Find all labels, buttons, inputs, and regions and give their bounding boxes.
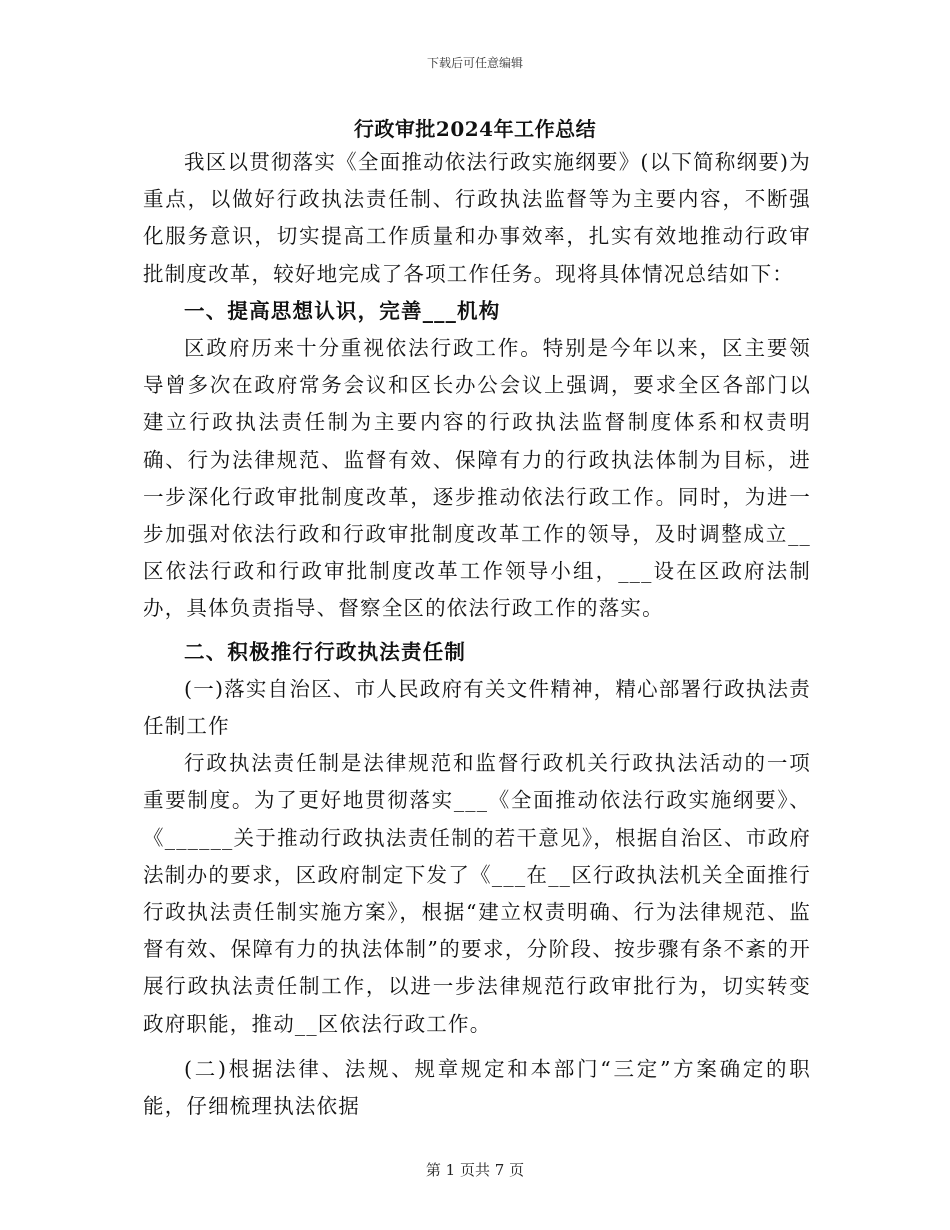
intro-paragraph: 我区以贯彻落实《全面推动依法行政实施纲要》(以下简称纲要)为重点，以做好行政执法责任制、行政执法监督等为主要内容，不断强化服务意识，切实提高工作质量和办事效率，扎实有效地推动行政审批制度改革，较好地完成了各项工作任务。现将具体情况总结如下： [143, 150, 811, 286]
page-number: 第 1 页共 7 页 [425, 1161, 525, 1179]
section-2-subheading-2: (二)根据法律、法规、规章规定和本部门“三定”方案确定的职能，仔细梳理执法依据 [143, 1056, 811, 1119]
document-body [143, 144, 811, 1125]
section-2-sub-1-paragraph: 行政执法责任制是法律规范和监督行政机关行政执法活动的一项重要制度。为了更好地贯彻落实___《全面推动依法行政实施纲要》、《______关于推动行政执法责任制的若干意见》，根据自治区、市政府法制办的要求，区政府制定下发了《___在__区行政执法机关全面推行行政执法责任制实施方案》，根据“建立权责明确、行为法律规范、监督有效、保障有力的执法体制”的要求，分阶段、按步骤有条不紊的开展行政执法责任制工作，以进一步法律规范行政审批行为，切实转变政府职能，推动__区依法行政工作。 [143, 751, 811, 1036]
section-1-heading: 一、提高思想认识，完善___机构 [184, 298, 501, 323]
document-title: 行政审批2024年工作总结 [353, 117, 597, 141]
section-1-paragraph: 区政府历来十分重视依法行政工作。特别是今年以来，区主要领导曾多次在政府常务会议和区长办公会议上强调，要求全区各部门以建立行政执法责任制为主要内容的行政执法监督制度体系和权责明确、行为法律规范、监督有效、保障有力的行政执法体制为目标，进一步深化行政审批制度改革，逐步推动依法行政工作。同时，为进一步加强对依法行政和行政审批制度改革工作的领导，及时调整成立__区依法行政和行政审批制度改革工作领导小组，___设在区政府法制办，具体负责指导、督察全区的依法行政工作的落实。 [143, 336, 811, 621]
header-note: 下载后可任意编辑 [426, 56, 523, 70]
section-2-heading: 二、积极推行行政执法责任制 [184, 639, 467, 664]
section-2-subheading-1: (一)落实自治区、市人民政府有关文件精神，精心部署行政执法责任制工作 [143, 676, 811, 739]
